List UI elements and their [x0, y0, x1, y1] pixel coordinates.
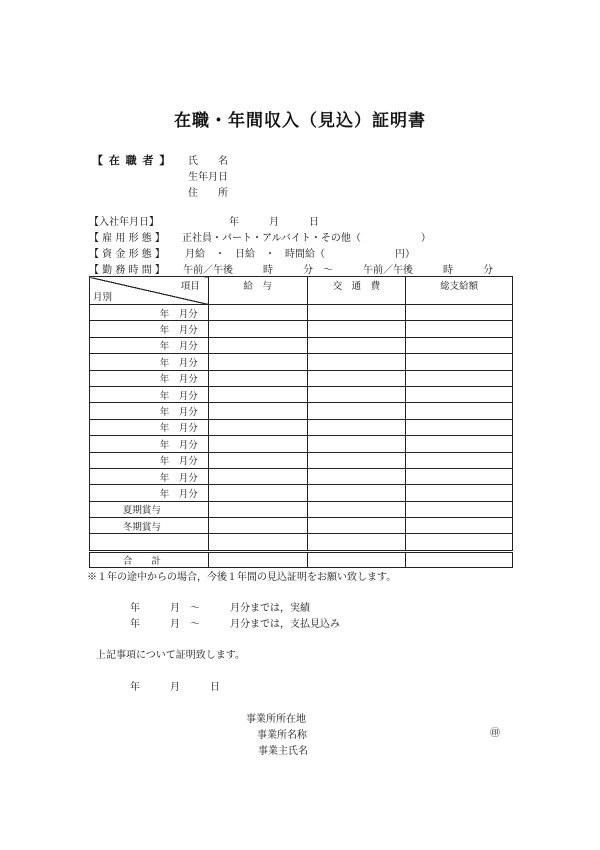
header-transport: 交 通 費 [307, 277, 406, 305]
employment-type-value: 正社員・パート・アルバイト・その他（ ） [182, 233, 431, 244]
total-cell[interactable] [406, 403, 513, 419]
transport-total-cell[interactable] [307, 551, 406, 567]
employment-type-row [89, 229, 431, 244]
total-cell[interactable] [406, 321, 513, 337]
table-row-summer-bonus [90, 501, 513, 517]
company-name-label: 事業所名称 [257, 730, 307, 741]
header-total-pay: 総支給額 [406, 277, 513, 305]
certification-date: 年 月 日 [130, 682, 220, 693]
salary-total-cell[interactable] [208, 551, 307, 567]
salary-cell[interactable] [208, 321, 307, 337]
month-cell: 年 月分 [90, 452, 209, 468]
total-cell[interactable] [406, 518, 513, 534]
transport-cell[interactable] [307, 305, 406, 321]
salary-cell[interactable] [208, 337, 307, 353]
salary-cell[interactable] [208, 386, 307, 402]
certification-statement: 上記事項について証明致します。 [96, 650, 245, 661]
table-row [90, 370, 513, 386]
work-hours-row [89, 261, 493, 276]
salary-cell[interactable] [208, 419, 307, 435]
employee-name-label: 氏 名 [188, 156, 228, 167]
table-row-blank [90, 534, 513, 551]
period-projected-line: 年 月 〜 月分までは，支払見込み [130, 619, 340, 630]
summer-bonus-label: 夏期賞与 [90, 501, 209, 517]
salary-cell[interactable] [208, 370, 307, 386]
table-row [90, 452, 513, 468]
total-cell[interactable] [406, 354, 513, 370]
work-hours-value: 午前／午後 時 分 〜 午前／午後 時 分 [183, 265, 493, 276]
month-cell: 年 月分 [90, 370, 209, 386]
month-cell: 年 月分 [90, 321, 209, 337]
table-row [90, 386, 513, 402]
transport-cell[interactable] [307, 419, 406, 435]
pay-type-value: 月給 ・ 日給 ・ 時間給（ 円） [185, 249, 415, 260]
month-cell: 年 月分 [90, 485, 209, 501]
month-cell: 年 月分 [90, 419, 209, 435]
company-location-label: 事業所所在地 [246, 714, 306, 725]
table-row [90, 305, 513, 321]
table-row [90, 468, 513, 484]
table-row-winter-bonus [90, 518, 513, 534]
total-cell[interactable] [406, 485, 513, 501]
transport-cell[interactable] [307, 354, 406, 370]
transport-cell[interactable] [307, 485, 406, 501]
total-cell[interactable] [406, 501, 513, 517]
table-row [90, 419, 513, 435]
transport-cell[interactable] [307, 452, 406, 468]
transport-cell[interactable] [307, 468, 406, 484]
company-representative-label: 事業主氏名 [258, 746, 308, 757]
total-cell[interactable] [406, 534, 513, 551]
work-hours-label: 【 勤 務 時 間 】 [89, 265, 165, 276]
total-cell[interactable] [406, 468, 513, 484]
header-item-label: 項目 [180, 281, 200, 292]
table-row [90, 354, 513, 370]
month-cell: 年 月分 [90, 403, 209, 419]
table-row [90, 337, 513, 353]
transport-cell[interactable] [307, 534, 406, 551]
transport-cell[interactable] [307, 501, 406, 517]
total-cell[interactable] [406, 452, 513, 468]
pay-type-row [89, 245, 415, 260]
winter-bonus-label: 冬期賞与 [90, 518, 209, 534]
total-cell[interactable] [406, 337, 513, 353]
seal-mark: ㊞ [490, 728, 500, 739]
salary-cell[interactable] [208, 403, 307, 419]
month-cell: 年 月分 [90, 436, 209, 452]
transport-cell[interactable] [307, 386, 406, 402]
grand-total-cell[interactable] [406, 551, 513, 567]
transport-cell[interactable] [307, 518, 406, 534]
table-row [90, 436, 513, 452]
month-cell: 年 月分 [90, 354, 209, 370]
transport-cell[interactable] [307, 321, 406, 337]
total-cell[interactable] [406, 419, 513, 435]
salary-cell[interactable] [208, 452, 307, 468]
period-actual-line: 年 月 〜 月分までは，実績 [130, 603, 310, 614]
table-row [90, 403, 513, 419]
salary-cell[interactable] [208, 354, 307, 370]
header-month-label: 月別 [93, 292, 113, 303]
table-corner-header [90, 277, 209, 305]
salary-cell[interactable] [208, 501, 307, 517]
salary-cell[interactable] [208, 485, 307, 501]
employee-dob-label: 生年月日 [188, 172, 228, 183]
employment-type-label: 【 雇 用 形 態 】 [89, 233, 165, 244]
month-cell: 年 月分 [90, 337, 209, 353]
blank-cell [90, 534, 209, 551]
transport-cell[interactable] [307, 436, 406, 452]
total-cell[interactable] [406, 305, 513, 321]
document-title: 在職・年間収入（見込）証明書 [174, 111, 426, 131]
pay-type-label: 【 資 金 形 態 】 [89, 249, 165, 260]
total-cell[interactable] [406, 386, 513, 402]
salary-cell[interactable] [208, 534, 307, 551]
salary-cell[interactable] [208, 518, 307, 534]
month-cell: 年 月分 [90, 386, 209, 402]
transport-cell[interactable] [307, 337, 406, 353]
header-salary: 給 与 [208, 277, 307, 305]
income-table [89, 276, 513, 568]
table-row [90, 321, 513, 337]
join-date-value: 年 月 日 [229, 217, 319, 228]
transport-cell[interactable] [307, 370, 406, 386]
table-header-row [90, 277, 513, 305]
salary-cell[interactable] [208, 436, 307, 452]
month-cell: 年 月分 [90, 468, 209, 484]
footnote: ※１年の途中からの場合，今後１年間の見込証明をお願い致します。 [87, 572, 397, 583]
total-cell[interactable] [406, 436, 513, 452]
table-row-total [90, 551, 513, 567]
join-date-row [89, 213, 319, 228]
total-label: 合 計 [90, 551, 209, 567]
employee-section-label: 【 在 職 者 】 [92, 154, 172, 167]
transport-cell[interactable] [307, 403, 406, 419]
salary-cell[interactable] [208, 305, 307, 321]
salary-cell[interactable] [208, 468, 307, 484]
employee-address-label: 住 所 [188, 188, 228, 199]
table-row [90, 485, 513, 501]
total-cell[interactable] [406, 370, 513, 386]
join-date-label: 【入社年月日】 [89, 217, 159, 228]
month-cell: 年 月分 [90, 305, 209, 321]
